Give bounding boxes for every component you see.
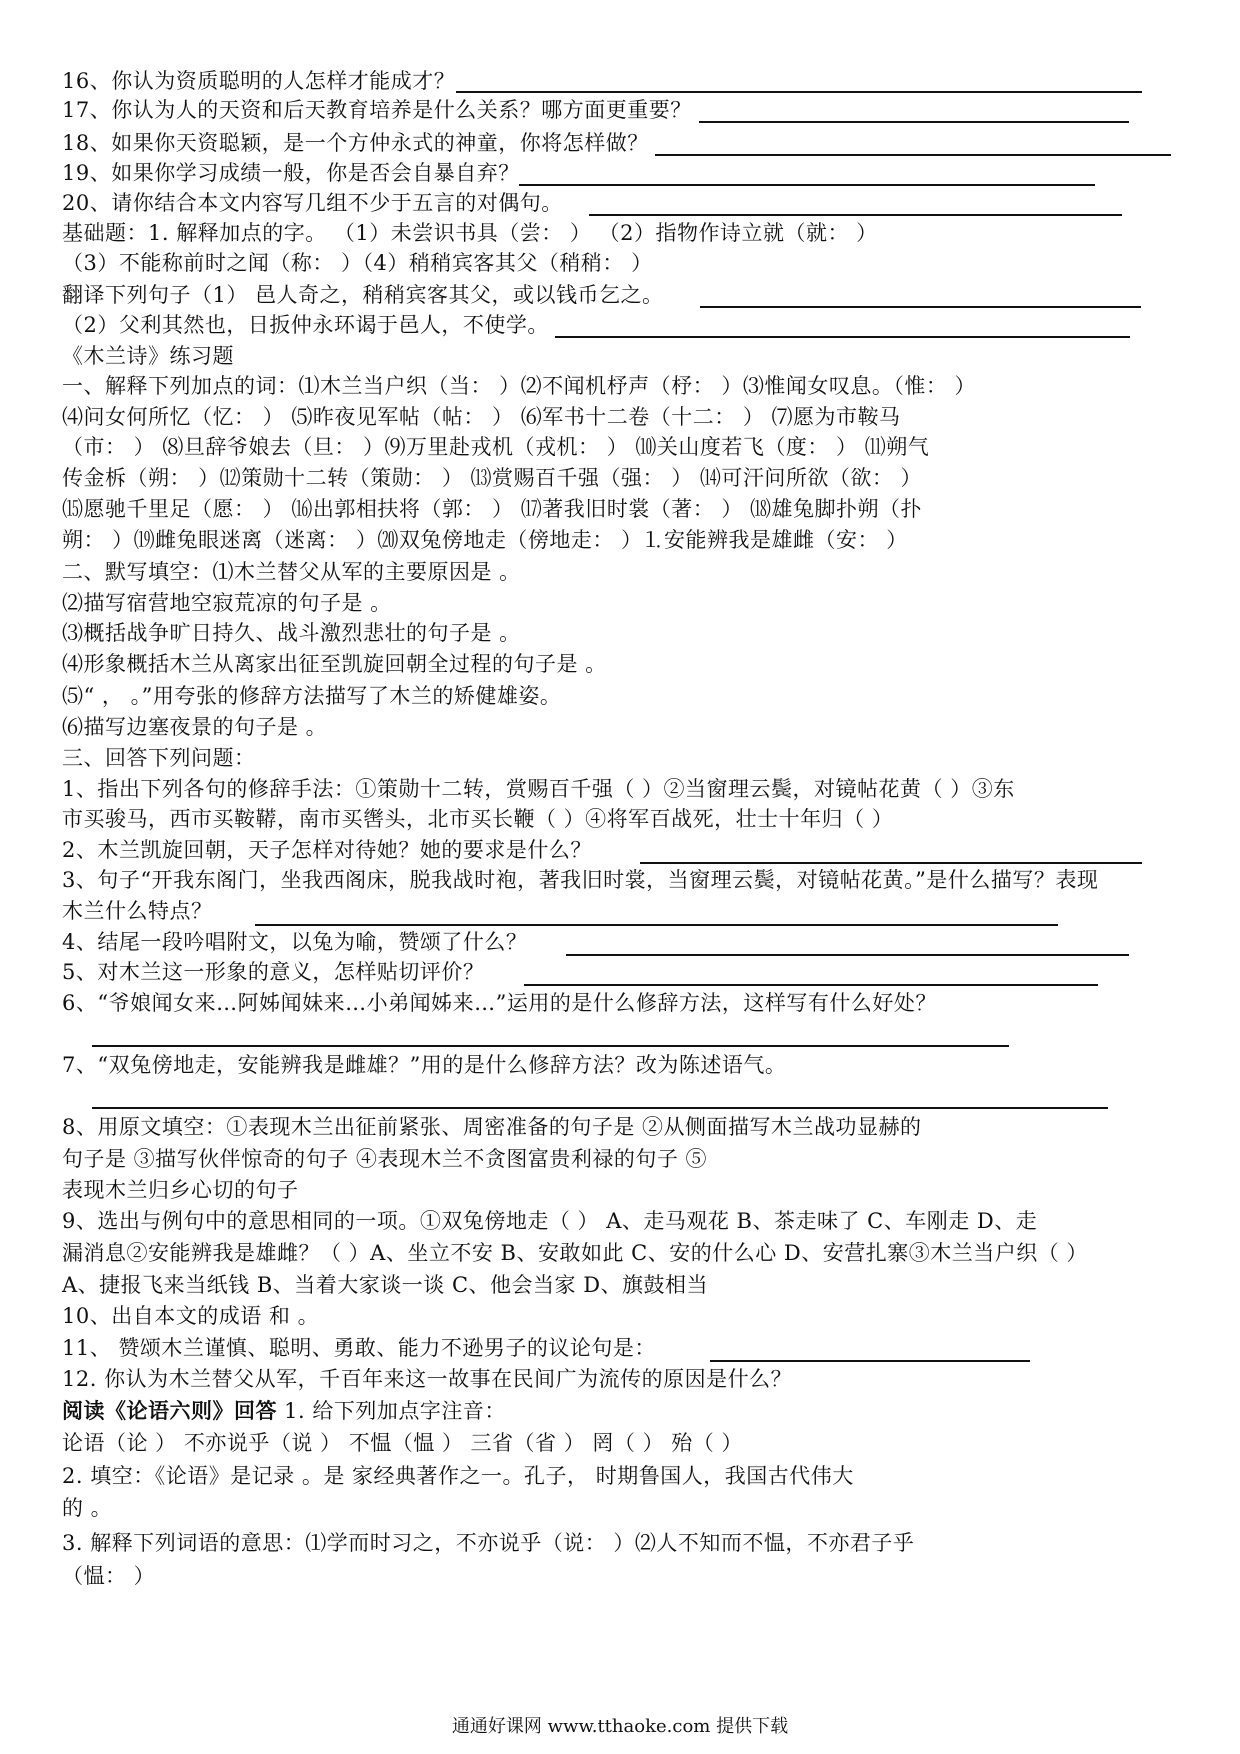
answer-line bbox=[655, 154, 1171, 156]
mulan-q1-line2: 市买骏马，西市买鞍鞯，南市买辔头，北市买长鞭（ ）④将军百战死，壮士十年归（ ） bbox=[62, 807, 894, 831]
answer-line bbox=[589, 214, 1122, 216]
mulan-part2-line1: 二、默写填空：⑴木兰替父从军的主要原因是 。 bbox=[62, 560, 521, 584]
mulan-part2-line3: ⑶概括战争旷日持久、战斗激烈悲壮的句子是 。 bbox=[62, 621, 521, 645]
mulan-q2: 2、木兰凯旋回朝，天子怎样对待她？她的要求是什么？ bbox=[62, 838, 592, 862]
basic-questions-2: （3）不能称前时之闻（称： ）（4）稍稍宾客其父（稍稍： ） bbox=[62, 251, 653, 275]
answer-line bbox=[519, 184, 1095, 186]
mulan-part3-title: 三、回答下列问题： bbox=[62, 746, 256, 770]
lunyu-section-title bbox=[62, 1398, 506, 1424]
mulan-part1-line1: 一、解释下列加点的词：⑴木兰当户织（当： ）⑵不闻机杼声（杼： ）⑶惟闻女叹息。（惟： ） bbox=[62, 374, 977, 398]
mulan-q11: 11、 赞颂木兰谨慎、聪明、勇敢、能力不逊男子的议论句是： bbox=[62, 1336, 656, 1360]
mulan-section-title: 《木兰诗》练习题 bbox=[62, 344, 234, 368]
mulan-q5: 5、对木兰这一形象的意义，怎样贴切评价？ bbox=[62, 960, 485, 984]
translate-sentence-1: 翻译下列句子（1） 邑人奇之，稍稍宾客其父，或以钱币乞之。 bbox=[62, 283, 664, 307]
mulan-part1-line4: 传金柝（朔： ）⑿策勋十二转（策勋： ） ⒀赏赐百千强（强： ） ⒁可汗问所欲（欲： ） bbox=[62, 466, 923, 490]
translate-sentence-2: （2）父利其然也，日扳仲永环谒于邑人，不使学。 bbox=[62, 313, 549, 337]
mulan-q9-line3: A、捷报飞来当纸钱 B、当着大家谈一谈 C、他会当家 D、旗鼓相当 bbox=[62, 1273, 709, 1297]
question-20: 20、请你结合本文内容写几组不少于五言的对偶句。 bbox=[62, 191, 563, 215]
answer-line bbox=[92, 1045, 1009, 1047]
answer-line bbox=[640, 862, 1142, 864]
answer-line bbox=[255, 924, 1058, 926]
mulan-q8-line3: 表现木兰归乡心切的句子 bbox=[62, 1178, 299, 1202]
mulan-q3-line1: 3、句子“开我东阁门，坐我西阁床，脱我战时袍，著我旧时裳，当窗理云鬓，对镜帖花黄。”是什么描写？表现 bbox=[62, 868, 1099, 892]
mulan-q12: 12. 你认为木兰替父从军，千百年来这一故事在民间广为流传的原因是什么？ bbox=[62, 1367, 793, 1391]
answer-line bbox=[456, 91, 1142, 93]
answer-line bbox=[92, 1107, 1108, 1109]
mulan-part1-line5: ⒂愿驰千里足（愿： ） ⒃出郭相扶将（郭： ） ⒄著我旧时裳（著： ） ⒅雄兔脚扑朔（扑 bbox=[62, 497, 923, 521]
mulan-part2-line4: ⑷形象概括木兰从离家出征至凯旋回朝全过程的句子是 。 bbox=[62, 652, 607, 676]
basic-questions-1: 基础题：1. 解释加点的字。 （1）未尝识书具（尝： ） （2）指物作诗立就（就： ） bbox=[62, 221, 878, 245]
lunyu-title-rest: 1. 给下列加点字注音： bbox=[277, 1399, 506, 1423]
mulan-q6: 6、“爷娘闻女来…阿姊闻妹来…小弟闻姊来…”运用的是什么修辞方法，这样写有什么好处？ bbox=[62, 991, 937, 1015]
mulan-q9-line1: 9、选出与例句中的意思相同的一项。①双兔傍地走（ ） A、走马观花 B、茶走味了 C、车刚走 D、走 bbox=[62, 1209, 1038, 1233]
mulan-part1-line6: 朔： ）⒆雌兔眼迷离（迷离： ）⒇双兔傍地走（傍地走： ）⒈安能辨我是雄雌（安： ） bbox=[62, 528, 908, 552]
page-footer: 通通好课网 www.tthaoke.com 提供下载 bbox=[451, 1716, 789, 1737]
mulan-q8-line2: 句子是 ③描写伙伴惊奇的句子 ④表现木兰不贪图富贵利禄的句子 ⑤ bbox=[62, 1147, 708, 1171]
mulan-q1-line1: 1、指出下列各句的修辞手法：①策勋十二转，赏赐百千强（ ）②当窗理云鬓，对镜帖花黄（ ）③东 bbox=[62, 777, 1015, 801]
mulan-q9-line2: 漏消息②安能辨我是雄雌？（ ）A、坐立不安 B、安敢如此 C、安的什么心 D、安营扎寨③木兰当户织（ ） bbox=[62, 1241, 1088, 1265]
mulan-part1-line2: ⑷问女何所忆（忆： ） ⑸昨夜见军帖（帖： ） ⑹军书十二卷（十二： ） ⑺愿为市鞍马 bbox=[62, 405, 901, 429]
answer-line bbox=[524, 984, 1098, 986]
lunyu-pinyin-line: 论语（论 ） 不亦说乎（说 ） 不愠（愠 ） 三省（省 ） 罔（ ） 殆（ ） bbox=[62, 1431, 743, 1455]
mulan-q10: 10、出自本文的成语 和 。 bbox=[62, 1304, 320, 1328]
question-18: 18、如果你天资聪颖，是一个方仲永式的神童，你将怎样做？ bbox=[62, 131, 649, 155]
mulan-q8-line1: 8、用原文填空：①表现木兰出征前紧张、周密准备的句子是 ②从侧面描写木兰战功显赫的 bbox=[62, 1115, 922, 1139]
lunyu-fill-line2: 的 。 bbox=[62, 1496, 113, 1520]
mulan-part2-line2: ⑵描写宿营地空寂荒凉的句子是 。 bbox=[62, 591, 392, 615]
answer-line bbox=[555, 336, 1130, 338]
answer-line bbox=[700, 306, 1141, 308]
question-17: 17、你认为人的天资和后天教育培养是什么关系？哪方面更重要？ bbox=[62, 98, 692, 122]
mulan-q7: 7、“双兔傍地走，安能辨我是雌雄？”用的是什么修辞方法？改为陈述语气。 bbox=[62, 1053, 787, 1077]
mulan-part2-line5: ⑸“ ， 。”用夸张的修辞方法描写了木兰的矫健雄姿。 bbox=[62, 684, 562, 708]
lunyu-explain-line1: 3. 解释下列词语的意思：⑴学而时习之，不亦说乎（说： ）⑵人不知而不愠，不亦君子乎 bbox=[62, 1531, 915, 1555]
lunyu-fill-line1: 2. 填空：《论语》是记录 。是 家经典著作之一。孔子， 时期鲁国人，我国古代伟大 bbox=[62, 1464, 854, 1488]
answer-line bbox=[699, 121, 1129, 123]
question-16: 16、你认为资质聪明的人怎样才能成才？ bbox=[62, 69, 456, 93]
question-19: 19、如果你学习成绩一般，你是否会自暴自弃？ bbox=[62, 161, 520, 185]
mulan-q3-line2: 木兰什么特点？ bbox=[62, 899, 213, 923]
lunyu-explain-line2: （愠： ） bbox=[62, 1564, 156, 1588]
answer-line bbox=[710, 1360, 1030, 1362]
mulan-part1-line3: （市： ） ⑻旦辞爷娘去（旦： ）⑼万里赴戎机（戎机： ） ⑽关山度若飞（度： ） ⑾朔气 bbox=[62, 435, 930, 459]
lunyu-title-bold: 阅读《论语六则》回答 bbox=[62, 1398, 277, 1423]
answer-line bbox=[566, 954, 1129, 956]
mulan-part2-line6: ⑹描写边塞夜景的句子是 。 bbox=[62, 715, 328, 739]
mulan-q4: 4、结尾一段吟唱附文，以兔为喻，赞颂了什么？ bbox=[62, 930, 528, 954]
